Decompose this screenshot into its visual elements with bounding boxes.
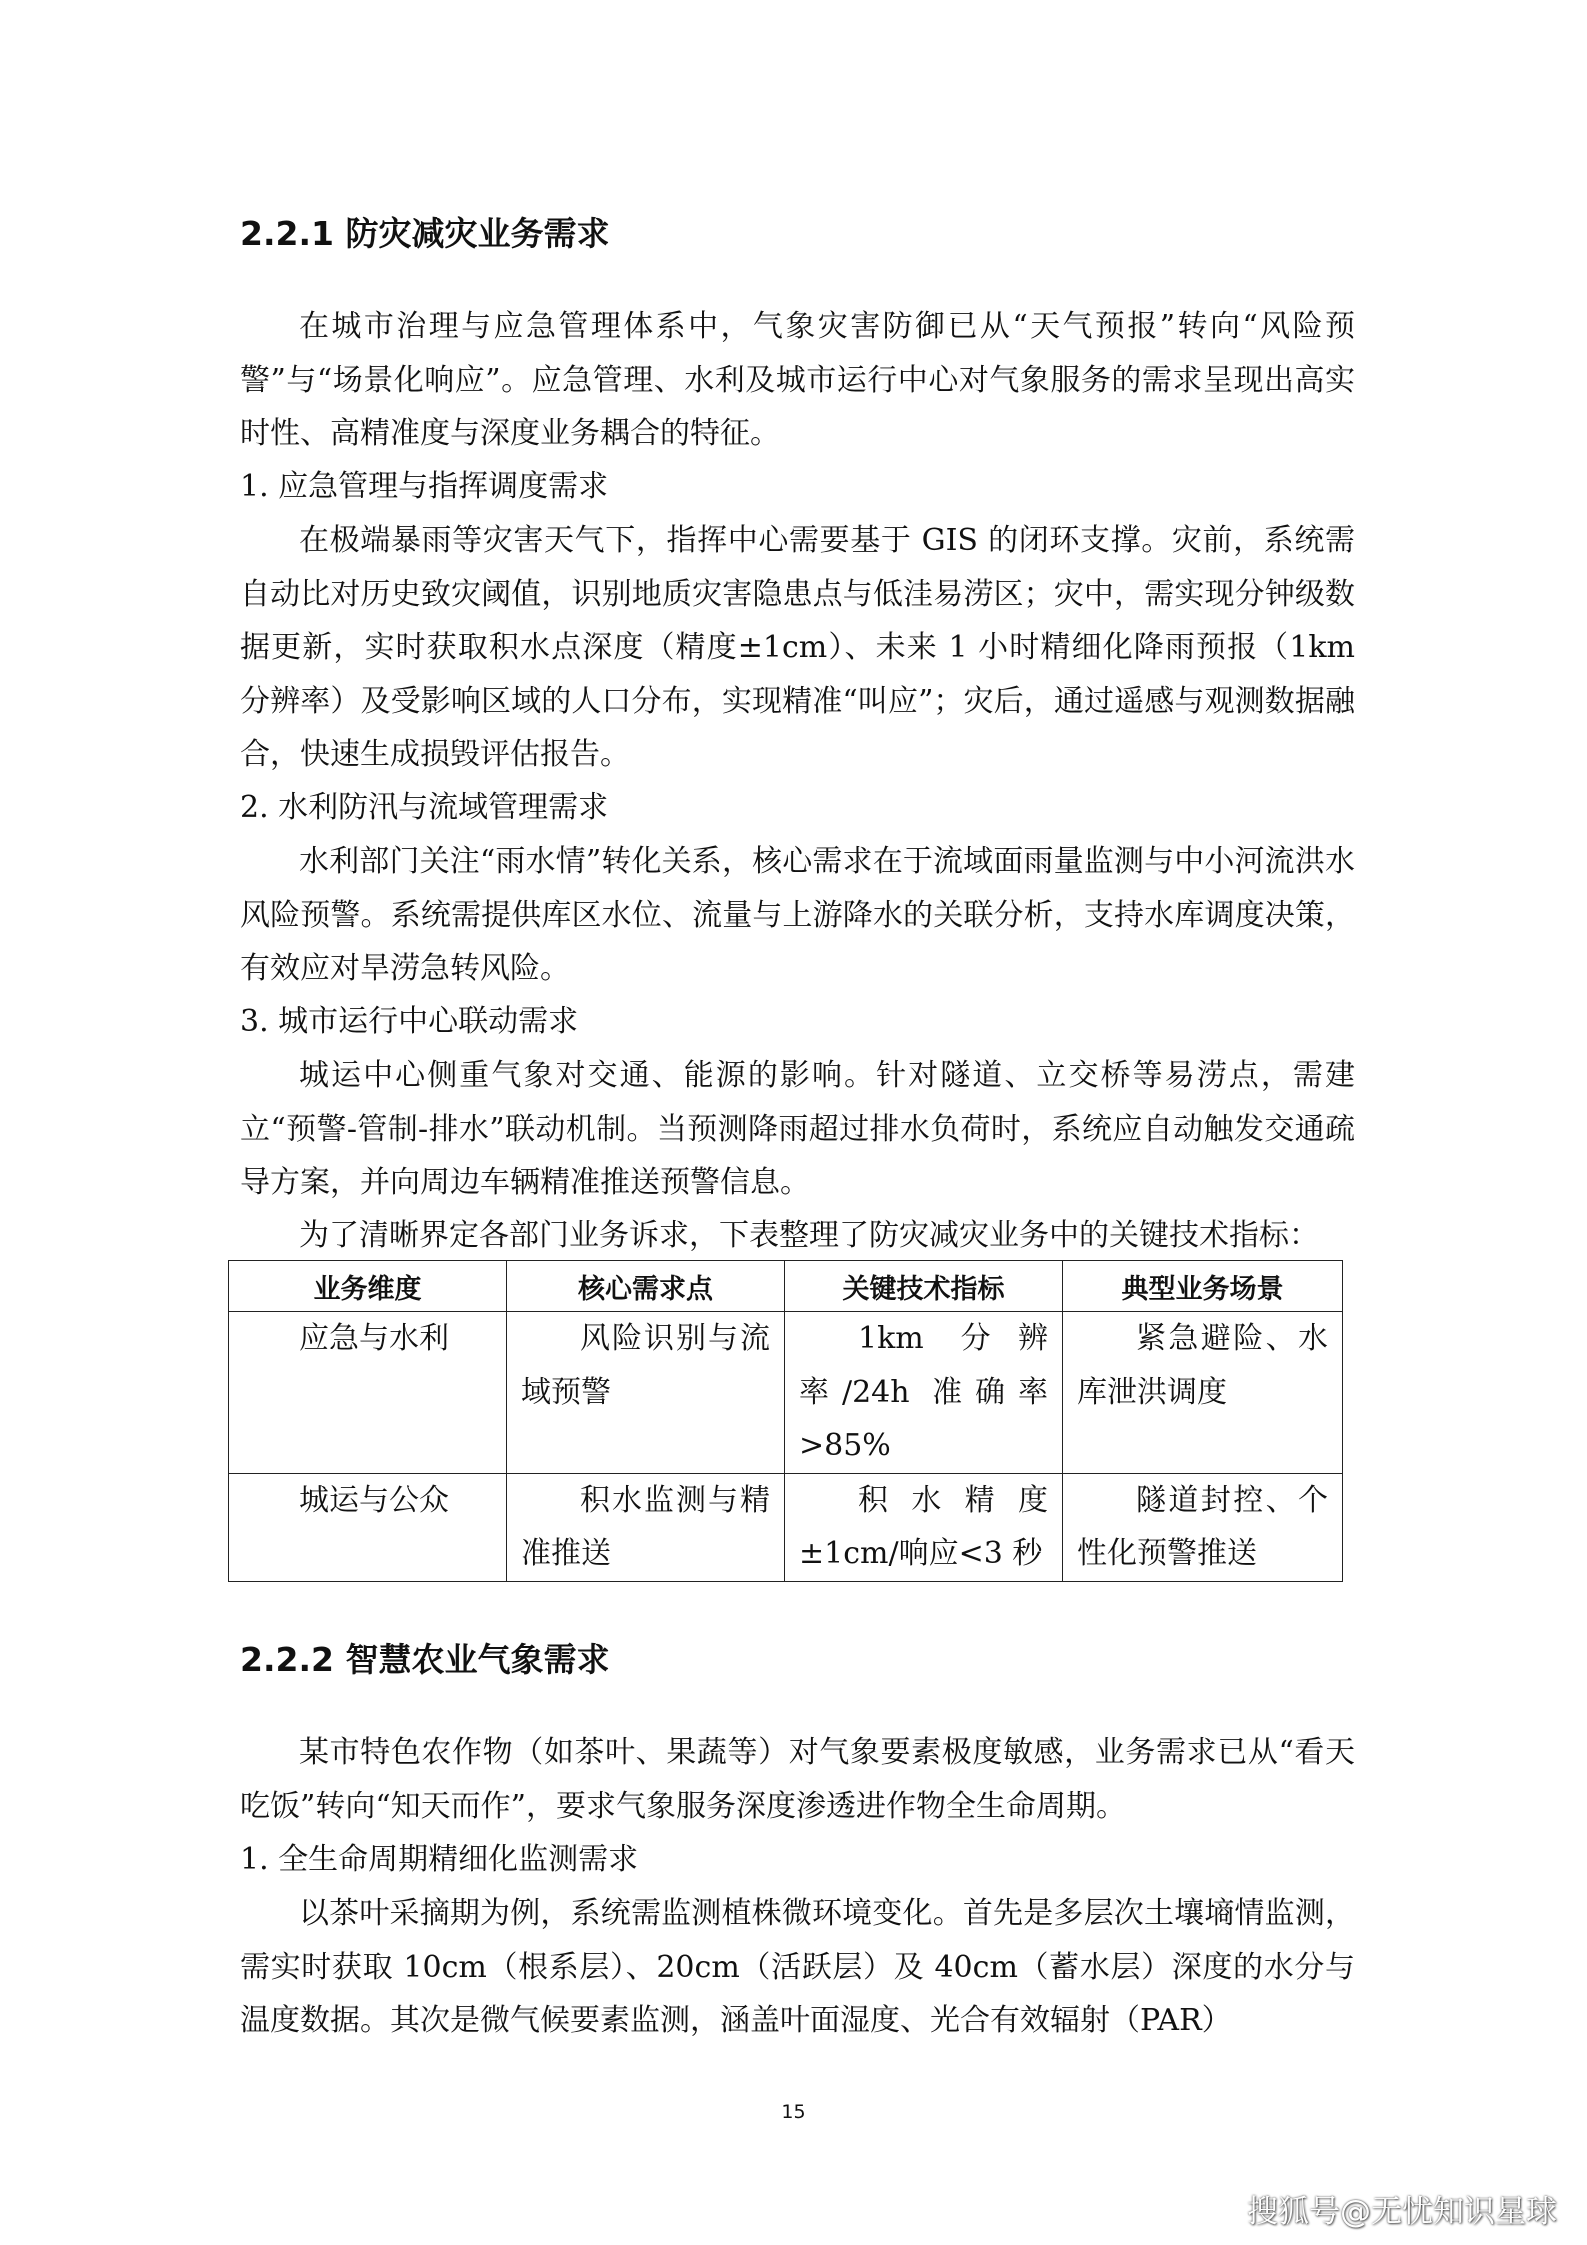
table-cell: 紧急避险、水库泄洪调度 (1063, 1312, 1343, 1474)
section-heading-2-2-1: 2.2.1 防灾减灾业务需求 (240, 214, 610, 253)
table-cell: 城运与公众 (229, 1473, 507, 1581)
section1-intro-paragraph: 在城市治理与应急管理体系中，气象灾害防御已从“天气预报”转向“风险预警”与“场景化响应”。应急管理、水利及城市运行中心对气象服务的需求呈现出高实时性、高精准度与深度业务耦合的特征。 (240, 309, 1355, 451)
table-cell: 积水精度±1cm/响应<3 秒 (785, 1473, 1063, 1581)
section1-item-3-title: 3. 城市运行中心联动需求 (240, 1004, 579, 1039)
table-header-row (229, 1261, 1343, 1312)
table-header-cell: 关键技术指标 (785, 1261, 1063, 1312)
section2-item-1-title: 1. 全生命周期精细化监测需求 (240, 1842, 639, 1877)
page-number: 15 (781, 2101, 806, 2123)
table-intro-text: 为了清晰界定各部门业务诉求，下表整理了防灾减灾业务中的关键技术指标： (299, 1218, 1319, 1253)
table-cell: 风险识别与流域预警 (507, 1312, 785, 1474)
section1-item-1-title: 1. 应急管理与指挥调度需求 (240, 469, 609, 504)
table-row (229, 1312, 1343, 1474)
section2-item-1-body: 以茶叶采摘期为例，系统需监测植株微环境变化。首先是多层次土壤墒情监测，需实时获取 10cm（根系层）、20cm（活跃层）及 40cm（蓄水层）深度的水分与温度数据。其次是微气候要素监测，涵盖叶面湿度、光合有效辐射（PAR） (240, 1896, 1355, 2038)
table-row (229, 1473, 1343, 1581)
section1-item-2-body: 水利部门关注“雨水情”转化关系，核心需求在于流域面雨量监测与中小河流洪水风险预警。系统需提供库区水位、流量与上游降水的关联分析，支持水库调度决策，有效应对旱涝急转风险。 (240, 844, 1355, 986)
section1-item-3-body: 城运中心侧重气象对交通、能源的影响。针对隧道、立交桥等易涝点，需建立“预警-管制-排水”联动机制。当预测降雨超过排水负荷时，系统应自动触发交通疏导方案，并向周边车辆精准推送预警信息。 (240, 1058, 1355, 1200)
key-metrics-table (228, 1260, 1343, 1582)
source-watermark: 搜狐号@无忧知识星球 (1247, 2194, 1557, 2230)
table-cell: 1km 分辨率/24h 准确率>85% (785, 1312, 1063, 1474)
table-cell: 积水监测与精准推送 (507, 1473, 785, 1581)
table-cell: 隧道封控、个性化预警推送 (1063, 1473, 1343, 1581)
section1-item-1-body: 在极端暴雨等灾害天气下，指挥中心需要基于 GIS 的闭环支撑。灾前，系统需自动比对历史致灾阈值，识别地质灾害隐患点与低洼易涝区；灾中，需实现分钟级数据更新，实时获取积水点深度（精度±1cm）、未来 1 小时精细化降雨预报（1km 分辨率）及受影响区域的人口分布，实现精准“叫应”；灾后，通过遥感与观测数据融合，快速生成损毁评估报告。 (240, 523, 1355, 772)
table-header-cell: 业务维度 (229, 1261, 507, 1312)
table-header-cell: 核心需求点 (507, 1261, 785, 1312)
table-cell: 应急与水利 (229, 1312, 507, 1474)
section-heading-2-2-2: 2.2.2 智慧农业气象需求 (240, 1640, 610, 1679)
table-header-cell: 典型业务场景 (1063, 1261, 1343, 1312)
section2-intro-paragraph: 某市特色农作物（如茶叶、果蔬等）对气象要素极度敏感，业务需求已从“看天吃饭”转向“知天而作”，要求气象服务深度渗透进作物全生命周期。 (240, 1735, 1355, 1824)
section1-item-2-title: 2. 水利防汛与流域管理需求 (240, 790, 609, 825)
